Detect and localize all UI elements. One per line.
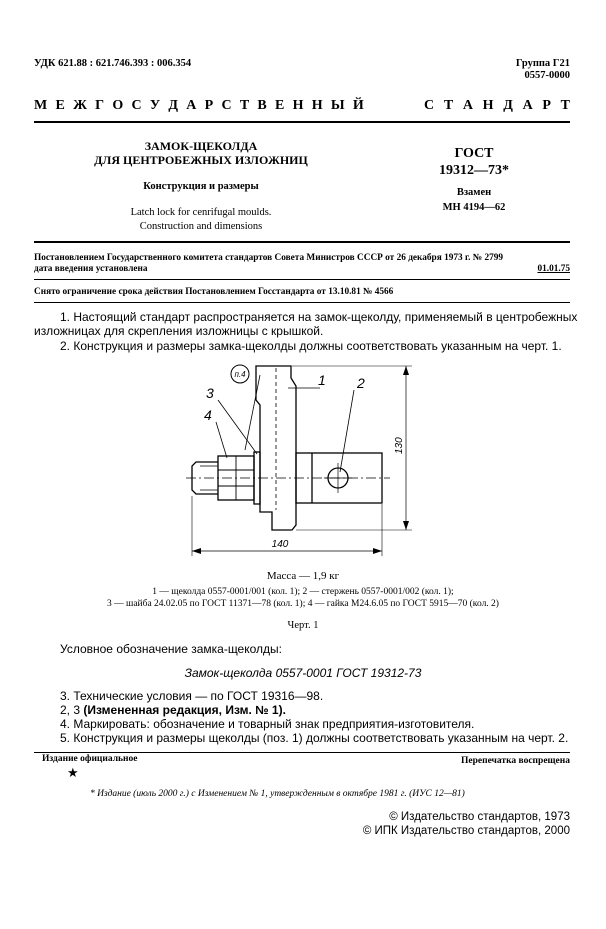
banner-letter: А: [522, 98, 533, 113]
replacement-block: [414, 185, 534, 215]
english-title: [36, 206, 366, 234]
item-3: 3. Технические условия — по ГОСТ 19316—98.: [60, 689, 324, 703]
banner-letter: Г: [95, 98, 105, 113]
item-2-3-note: (Измененная редакция, Изм. № 1).: [83, 703, 286, 717]
item-4: 4. Маркировать: обозначение и товарный знак предприятия-изготовителя.: [60, 717, 475, 731]
label-part-1: 1: [318, 372, 326, 388]
banner-letter: Д: [503, 98, 513, 113]
decree-line-2: дата введения установлена: [34, 264, 148, 274]
footer-rule: [34, 752, 570, 753]
effective-date: 01.01.75: [537, 264, 570, 274]
dim-width-label: 140: [271, 539, 289, 550]
gost-label: ГОСТ: [454, 146, 494, 161]
banner-letter: С: [131, 98, 142, 113]
callout-text: п.4: [234, 370, 246, 379]
banner-letter: Й: [352, 98, 364, 113]
title-rule: [34, 241, 570, 243]
banner-letter: Е: [275, 98, 285, 113]
banner-letter: Н: [311, 98, 323, 113]
paragraph-1-line-1: 1. Настоящий стандарт распространяется на замок-щеколду, применяемый в центробежных: [60, 310, 578, 324]
designation-label: Условное обозначение замка-щеколды:: [60, 642, 282, 656]
leader-4: [216, 422, 227, 458]
banner-letter: С: [424, 98, 435, 113]
english-title-line-2: Construction and dimensions: [139, 221, 263, 232]
leader-2: [340, 390, 354, 472]
item-2-3-prefix: 2, 3: [60, 703, 84, 717]
replacement-value: МН 4194—62: [442, 202, 506, 213]
banner-letter: С: [221, 98, 232, 113]
banner-word-standard: [424, 98, 570, 114]
title-subtitle: Конструкция и размеры: [143, 181, 259, 192]
parts-list-line-1: 1 — щеколда 0557-0001/001 (кол. 1); 2 — стержень 0557-0001/002 (кол. 1);: [152, 587, 454, 597]
label-part-3: 3: [206, 385, 214, 401]
latch-lock-drawing: [180, 360, 430, 565]
paragraph-2: 2. Конструкция и размеры замка-щеколды должны соответствовать указанным на черт. 1.: [60, 339, 562, 353]
decree-line-1: Постановлением Государственного комитета стандартов Совета Министров СССР от 26 декабря 1973 г. № 2799: [34, 253, 504, 263]
official-edition: Издание официальное: [42, 754, 138, 764]
figure-label: Черт. 1: [287, 620, 319, 631]
banner-letter: А: [186, 98, 197, 113]
leader-3: [218, 400, 257, 454]
banner-letter: У: [149, 98, 161, 113]
title-line-1: ЗАМОК-ЩЕКОЛДА: [144, 139, 258, 153]
designation-example: Замок-щеколда 0557-0001 ГОСТ 19312-73: [184, 666, 422, 680]
banner-letter: Т: [560, 98, 570, 113]
parts-list-line-2: 3 — шайба 24.02.05 по ГОСТ 11371—78 (кол. 1); 4 — гайка М24.6.05 по ГОСТ 5915—70 (кол. 2): [107, 599, 499, 609]
banner-letter: Т: [443, 98, 454, 113]
banner-letter: Н: [292, 98, 304, 113]
label-part-2: 2: [357, 375, 365, 391]
gost-number: 19312—73*: [439, 163, 509, 178]
banner-letter: Р: [204, 98, 214, 113]
banner-letter: Т: [239, 98, 250, 113]
mass-caption: Масса — 1,9 кг: [266, 570, 340, 582]
doc-code: 0557-0000: [524, 70, 570, 81]
banner-letter: Р: [542, 98, 551, 113]
banner-letter: Ж: [73, 98, 87, 113]
replacement-label: Взамен: [456, 187, 492, 198]
banner-letter: Е: [55, 98, 65, 113]
dim-arrow-bottom: [403, 521, 409, 530]
decree-rule: [34, 279, 570, 280]
banner-letter: А: [462, 98, 473, 113]
copyright-2000: © ИПК Издательство стандартов, 2000: [362, 825, 570, 837]
banner-word-interstate: [34, 98, 364, 114]
item-2-3-amendment: [60, 703, 286, 718]
dim-arrow-top: [403, 366, 409, 375]
banner-letter: О: [112, 98, 124, 113]
dim-arrow-right: [373, 548, 382, 554]
restriction-removed: Снято ограничение срока действия Постановлением Госстандарта от 13.10.81 № 4566: [34, 287, 394, 297]
banner-letter: Ы: [330, 98, 345, 113]
paragraph-1-line-2: изложницах для скрепления изложницы с крышкой.: [34, 324, 324, 338]
copyright-1973: © Издательство стандартов, 1973: [389, 811, 570, 823]
dim-arrow-left: [192, 548, 201, 554]
label-part-4: 4: [204, 407, 212, 423]
banner-letter: Н: [482, 98, 494, 113]
banner-letter: В: [257, 98, 267, 113]
banner-letter: Д: [168, 98, 179, 113]
edition-note: * Издание (июль 2000 г.) с Изменением № 1, утвержденным в октябре 1981 г. (ИУС 12—81): [90, 789, 465, 799]
title-line-2: ДЛЯ ЦЕНТРОБЕЖНЫХ ИЗЛОЖНИЦ: [94, 153, 308, 167]
callout-leader: [245, 375, 260, 450]
english-title-line-1: Latch lock for cenrifugal moulds.: [130, 207, 272, 218]
interstate-standard-banner: [34, 98, 570, 114]
dim-height-label: 130: [394, 437, 405, 454]
udk-code: УДК 621.88 : 621.746.393 : 006.354: [34, 58, 192, 69]
banner-rule: [34, 121, 570, 123]
group-label: Группа Г21: [515, 58, 570, 69]
title-block: [36, 139, 366, 167]
restriction-rule: [34, 302, 570, 303]
banner-letter: М: [34, 98, 48, 113]
reprint-prohibited: Перепечатка воспрещена: [460, 756, 570, 766]
gost-block: [414, 145, 534, 179]
star-mark: ★: [67, 765, 79, 780]
item-5: 5. Конструкция и размеры щеколды (поз. 1) должны соответствовать указанным на черт. 2.: [60, 731, 569, 745]
